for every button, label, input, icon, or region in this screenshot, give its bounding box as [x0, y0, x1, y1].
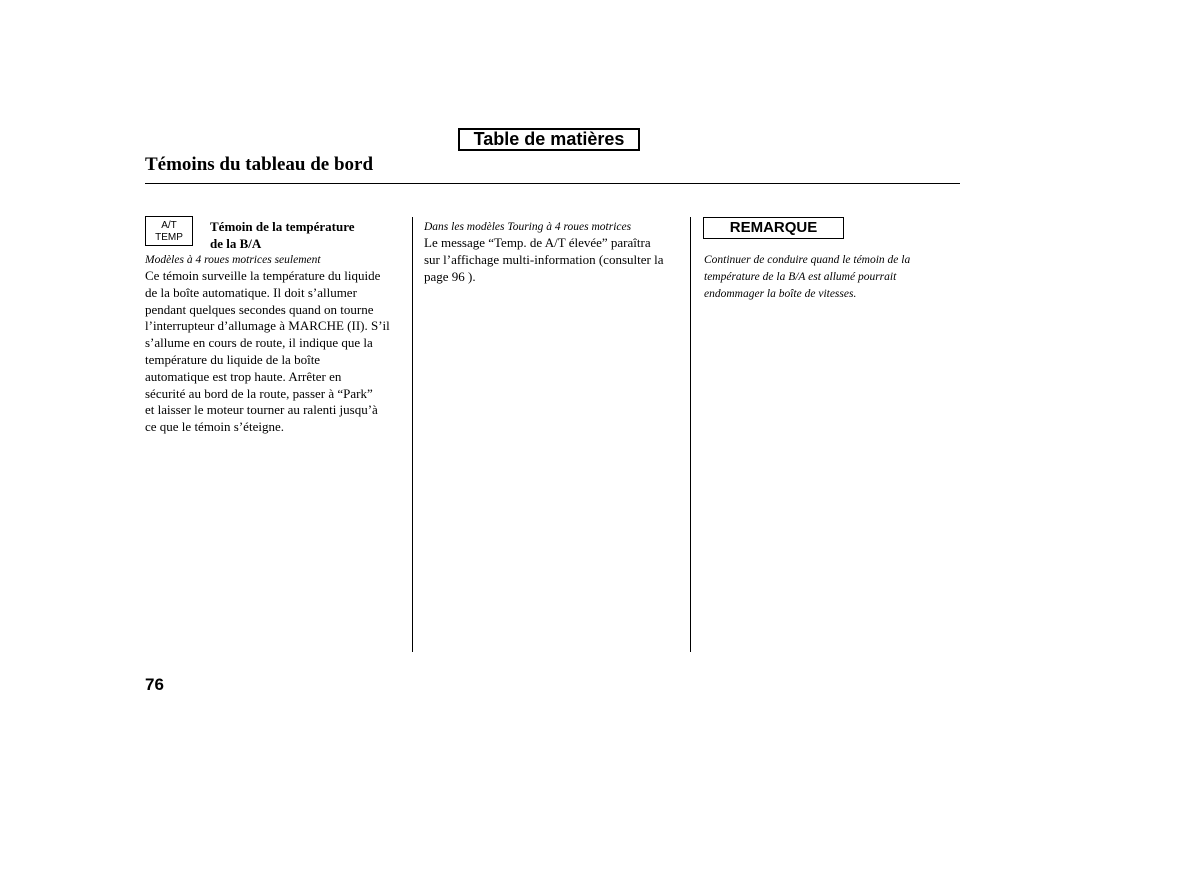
text-line: ce que le témoin s’éteigne.	[145, 419, 284, 435]
text-line: et laisser le moteur tourner au ralenti jusqu’à	[145, 402, 378, 418]
page-number: 76	[145, 675, 164, 694]
col2-body	[424, 235, 686, 285]
page-title: Témoins du tableau de bord	[145, 154, 374, 175]
icon-label-line1: A/T	[161, 220, 177, 231]
text-line: s’allume en cours de route, il indique que la	[145, 335, 373, 351]
section-heading-line2: de la B/A	[210, 236, 262, 251]
page-reference-line[interactable]: page 96 ).	[424, 268, 476, 284]
text-line: Le message “Temp. de A/T élevée” paraîtra	[424, 235, 651, 250]
column-divider-left	[412, 217, 413, 652]
table-of-contents-button[interactable]: Table de matières	[458, 128, 640, 151]
touring-model-note: Dans les modèles Touring à 4 roues motrices	[424, 221, 632, 233]
text-line: température du liquide de la boîte	[145, 351, 321, 367]
text-line: température de la B/A est allumé pourrait	[704, 271, 897, 283]
text-line: Ce témoin surveille la température du liquide	[145, 268, 381, 283]
text-line: de la boîte automatique. Il doit s’allumer	[145, 284, 357, 300]
text-line: pendant quelques secondes quand on tourne	[145, 301, 374, 317]
col1-body	[145, 268, 410, 436]
section-heading-line1: Témoin de la température	[210, 219, 355, 234]
text-line: endommager la boîte de vitesses.	[704, 288, 857, 300]
section-heading	[210, 218, 405, 252]
title-divider	[145, 183, 960, 184]
text-line: Continuer de conduire quand le témoin de la	[704, 254, 911, 266]
at-temp-indicator-icon	[145, 216, 193, 246]
column-divider-right	[690, 217, 691, 652]
text-line: sécurité au bord de la route, passer à “Park”	[145, 385, 373, 401]
remark-label: REMARQUE	[703, 217, 844, 239]
model-note: Modèles à 4 roues motrices seulement	[145, 254, 321, 266]
text-line: automatique est trop haute. Arrêter en	[145, 368, 342, 384]
icon-label-line2: TEMP	[155, 232, 183, 243]
text-line: sur l’affichage multi-information (consulter la	[424, 251, 664, 267]
remark-text	[704, 252, 954, 303]
text-line: l’interrupteur d’allumage à MARCHE (II). S’il	[145, 318, 390, 334]
